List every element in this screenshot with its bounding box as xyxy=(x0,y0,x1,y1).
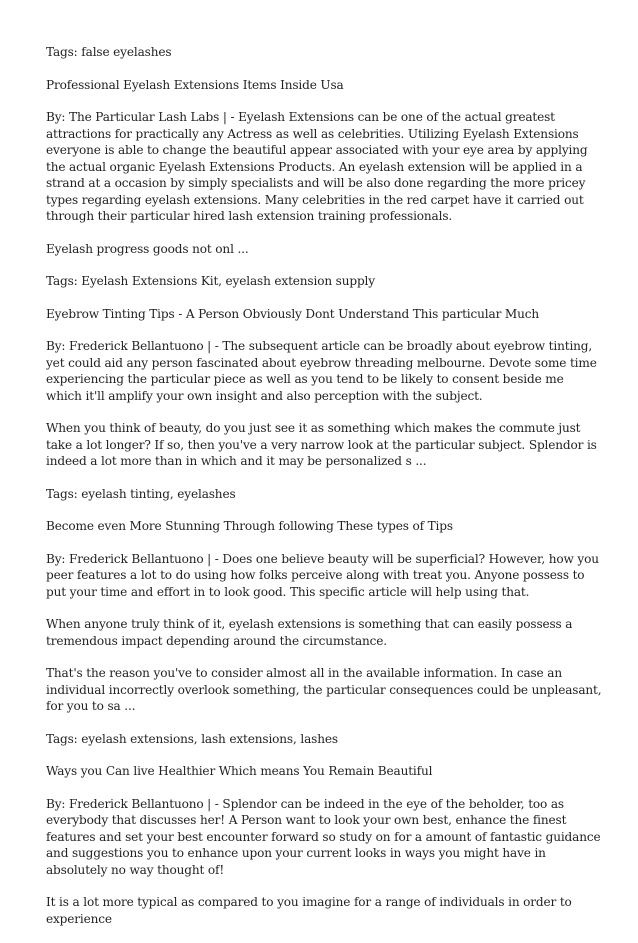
document-page xyxy=(46,44,602,943)
tags-line: Tags: false eyelashes xyxy=(46,45,172,59)
article-excerpt: Eyelash progress goods not onl ... xyxy=(46,241,249,256)
article-title: Ways you Can live Healthier Which means You Remain Beautiful xyxy=(46,764,433,778)
tags-line: Tags: eyelash extensions, lash extensions, lashes xyxy=(46,731,338,746)
article-body: By: Frederick Bellantuono | - Does one believe beauty will be superficial? However, how you peer features a lot to do using how folks perceive along with treat you. Anyone possess to put your time and effort in to look good. This specific article will help using that. xyxy=(46,551,599,599)
article-body: It is a lot more typical as compared to you imagine for a range of individuals in order to experience xyxy=(46,895,572,926)
article-title: Become even More Stunning Through following These types of Tips xyxy=(46,519,453,533)
tags-line: Tags: Eyelash Extensions Kit, eyelash extension supply xyxy=(46,274,375,288)
article-body: By: Frederick Bellantuono | - Splendor can be indeed in the eye of the beholder, too as everybody that discusses her! A Person want to look your own best, enhance the finest features and set your best encounter forward so study on for a amount of fantastic guidance and suggestions you to enhance upon your current looks in ways you might have in absolutely no way thought of! xyxy=(46,796,601,877)
article-body: When anyone truly think of it, eyelash extensions is something that can easily possess a tremendous impact depending around the circumstance. xyxy=(46,617,573,648)
article-body: By: The Particular Lash Labs | - Eyelash Extensions can be one of the actual greatest attractions for practically any Actress as well as celebrities. Utilizing Eyelash Extensions everyone is able to change the beautiful appear associated with your eye area by applying the actual organic Eyelash Extensions Products. An eyelash extension will be applied in a strand at a occasion by simply specialists and will be also done regarding the more pricey types regarding eyelash extensions. Many celebrities in the red carpet have it carried out through their particular hired lash extension training professionals. xyxy=(46,110,588,223)
tags-line: Tags: eyelash tinting, eyelashes xyxy=(46,486,236,501)
article-body: By: Frederick Bellantuono | - The subsequent article can be broadly about eyebrow tinting, yet could aid any person fascinated about eyebrow threading melbourne. Devote some time experiencing the particular piece as well as you tend to be likely to consent beside me which it'll amplify your own insight and also perception with the subject. xyxy=(46,339,597,403)
article-title: Eyebrow Tinting Tips - A Person Obviously Dont Understand This particular Much xyxy=(46,306,540,321)
article-excerpt: When you think of beauty, do you just see it as something which makes the commute just take a lot longer? If so, then you've a very narrow look at the particular subject. Splendor is indeed a lot more than in which and it may be personalized s ... xyxy=(46,421,597,468)
article-excerpt: That's the reason you've to consider almost all in the available information. In case an individual incorrectly overlook something, the particular consequences could be unpleasant, for you to sa ... xyxy=(46,666,602,713)
article-title: Professional Eyelash Extensions Items Inside Usa xyxy=(46,77,344,92)
